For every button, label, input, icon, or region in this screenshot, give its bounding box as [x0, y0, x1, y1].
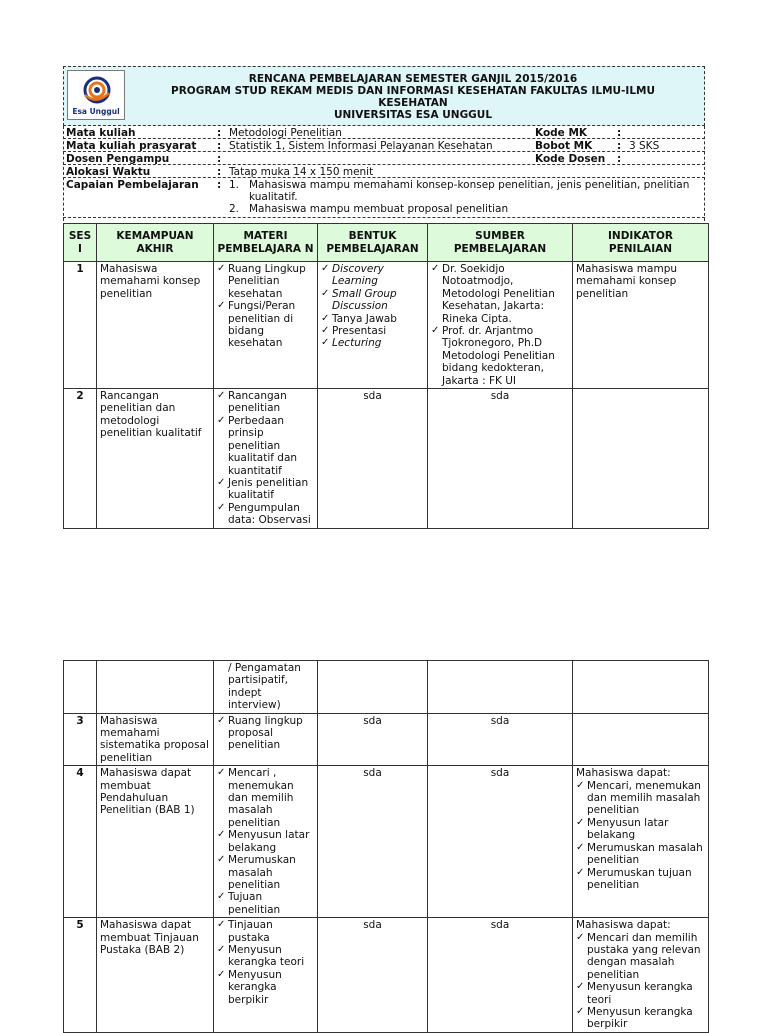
materi-item: ✓ Menyusun kerangka berpikir [217, 969, 314, 1006]
sesi-cell: 1 [64, 262, 97, 389]
materi-item: ✓ Ruang lingkup proposal penelitian [217, 715, 314, 752]
materi-item: ✓ Rancangan penelitian [217, 390, 314, 415]
kemampuan-cell: Rancangan penelitian dan metodologi penelitian kualitatif [97, 389, 214, 528]
document-header [63, 66, 705, 126]
header-materi: MATERI PEMBELAJARA N [214, 224, 318, 262]
logo-text: Esa Unggul [72, 107, 120, 116]
sesi-cell: 2 [64, 389, 97, 528]
bentuk-cell: sda [318, 389, 428, 528]
sumber-cell: sda [428, 713, 573, 766]
materi-item: ✓ Menyusun kerangka teori [217, 944, 314, 969]
materi-cell [214, 389, 318, 528]
table-row [64, 766, 709, 918]
indikator-title: Mahasiswa dapat: [576, 767, 671, 780]
indikator-cell [573, 389, 709, 528]
kemampuan-cell: Mahasiswa dapat membuat Tinjauan Pustaka (BAB 2) [97, 918, 214, 1033]
sesi-cell [64, 661, 97, 714]
capaian-item [229, 179, 699, 203]
materi-item: ✓ Jenis penelitian kualitatif [217, 477, 314, 502]
colon: : [217, 153, 222, 165]
colon: : [217, 127, 222, 139]
materi-cell [214, 262, 318, 389]
materi-item: ✓ Perbedaan prinsip penelitian kualitatif dan kuantitatif [217, 415, 314, 477]
materi-item: ✓ Mencari , menemukan dan memilih masalah penelitian [217, 767, 314, 829]
bentuk-item: ✓ Presentasi [321, 325, 424, 337]
mata-kuliah-value: Metodologi Penelitian [229, 127, 342, 139]
dosen-label: Dosen Pengampu [66, 153, 170, 165]
indikator-item: ✓ Menyusun kerangka teori [576, 981, 705, 1006]
header-sumber: SUMBER PEMBELAJARAN [428, 224, 573, 262]
table-row [64, 389, 709, 528]
row-mata-kuliah [63, 126, 705, 139]
indikator-item: ✓ Merumuskan masalah penelitian [576, 842, 705, 867]
capaian-item [229, 203, 699, 215]
indikator-title: Mahasiswa dapat: [576, 919, 671, 932]
table-row [64, 661, 709, 714]
materi-cell [214, 661, 318, 714]
indikator-cell [573, 918, 709, 1033]
indikator-cell [573, 713, 709, 766]
capaian-label: Capaian Pembelajaran [66, 179, 199, 191]
materi-cell [214, 918, 318, 1033]
materi-item: ✓ Menyusun latar belakang [217, 829, 314, 854]
capaian-text: Mahasiswa mampu memahami konsep-konsep penelitian, jenis penelitian, pnelitian kualitatif. [249, 179, 690, 203]
sumber-cell: sda [428, 389, 573, 528]
indikator-cell: Mahasiswa mampu memahami konsep penelitian [573, 262, 709, 389]
capaian-text: Mahasiswa mampu membuat proposal penelitian [249, 203, 509, 215]
sumber-cell: sda [428, 918, 573, 1033]
indikator-item: ✓ Merumuskan tujuan penelitian [576, 867, 705, 892]
bentuk-item: ✓ Lecturing [321, 337, 424, 349]
indikator-item: ✓ Menyusun latar belakang [576, 817, 705, 842]
materi-continuation: / Pengamatan partisipatif, indept interview) [228, 662, 301, 712]
kode-mk-label: Kode MK [535, 127, 588, 139]
university-logo [67, 70, 125, 120]
rps-table-part-2 [63, 660, 709, 1033]
materi-item: ✓ Merumuskan masalah penelitian [217, 854, 314, 891]
logo-swirl-icon [82, 75, 112, 105]
materi-cell [214, 713, 318, 766]
bentuk-item: ✓ Small Group Discussion [321, 288, 424, 313]
capaian-number: 2. [229, 203, 240, 215]
row-alokasi [63, 165, 705, 178]
capaian-number: 1. [229, 179, 240, 191]
sesi-cell: 5 [64, 918, 97, 1033]
rps-table-part-1 [63, 223, 709, 529]
kemampuan-cell: Mahasiswa memahami sistematika proposal penelitian [97, 713, 214, 766]
title-line-4: UNIVERSITAS ESA UNGGUL [333, 109, 493, 121]
sumber-cell [428, 262, 573, 389]
sumber-cell: sda [428, 766, 573, 918]
bentuk-cell: sda [318, 918, 428, 1033]
row-capaian [63, 178, 705, 218]
materi-cell [214, 766, 318, 918]
sumber-item: ✓ Prof. dr. Arjantmo Tjokronegoro, Ph.D Metodologi Penelitian bidang kedokteran, Jakarta : FK UI [431, 325, 569, 387]
table-header-row [64, 224, 709, 262]
title-line-3: KESEHATAN [378, 97, 448, 109]
bobot-mk-value: 3 SKS [629, 140, 660, 152]
bobot-mk-label: Bobot MK [535, 140, 593, 152]
kemampuan-cell: Mahasiswa memahami konsep penelitian [97, 262, 214, 389]
indikator-item: ✓ Menyusun kerangka berpikir [576, 1006, 705, 1031]
indikator-item: ✓ Mencari, menemukan dan memilih masalah penelitian [576, 780, 705, 817]
table-row [64, 713, 709, 766]
alokasi-value: Tatap muka 14 x 150 menit [229, 166, 374, 178]
sesi-cell: 3 [64, 713, 97, 766]
row-dosen [63, 152, 705, 165]
bentuk-cell: sda [318, 766, 428, 918]
mata-kuliah-label: Mata kuliah [66, 127, 136, 139]
document-title [128, 73, 698, 121]
materi-item: ✓ Ruang Lingkup Penelitian kesehatan [217, 263, 314, 300]
bentuk-cell: sda [318, 713, 428, 766]
colon: : [617, 140, 622, 152]
table-row [64, 262, 709, 389]
sesi-cell: 4 [64, 766, 97, 918]
kode-dosen-label: Kode Dosen [535, 153, 606, 165]
row-prasyarat [63, 139, 705, 152]
indikator-item: ✓ Mencari dan memilih pustaka yang relevan dengan masalah penelitian [576, 932, 705, 982]
materi-item: ✓ Tinjauan pustaka [217, 919, 314, 944]
header-indikator: INDIKATOR PENILAIAN [573, 224, 709, 262]
materi-item: ✓ Fungsi/Peran penelitian di bidang kesehatan [217, 300, 314, 350]
bentuk-item: ✓ Discovery Learning [321, 263, 424, 288]
bentuk-cell [318, 262, 428, 389]
alokasi-label: Alokasi Waktu [66, 166, 151, 178]
title-line-2: PROGRAM STUD REKAM MEDIS DAN INFORMASI KESEHATAN FAKULTAS ILMU-ILMU [171, 85, 655, 97]
bentuk-item: ✓ Tanya Jawab [321, 313, 424, 325]
title-line-1: RENCANA PEMBELAJARAN SEMESTER GANJIL 2015/2016 [248, 73, 578, 85]
prasyarat-value: Statistik 1, Sistem Informasi Pelayanan Kesehatan [229, 140, 493, 152]
table-row [64, 918, 709, 1033]
prasyarat-label: Mata kuliah prasyarat [66, 140, 197, 152]
header-bentuk: BENTUK PEMBELAJARAN [318, 224, 428, 262]
bentuk-cell [318, 661, 428, 714]
kemampuan-cell [97, 661, 214, 714]
sumber-item: ✓ Dr. Soekidjo Notoatmodjo, Metodologi Penelitian Kesehatan, Jakarta: Rineka Cipta. [431, 263, 569, 325]
colon: : [217, 179, 222, 191]
capaian-list [229, 179, 699, 215]
indikator-cell [573, 766, 709, 918]
colon: : [617, 153, 622, 165]
materi-item: ✓ Pengumpulan data: Observasi [217, 502, 314, 527]
header-sesi: SES I [64, 224, 97, 262]
colon: : [217, 140, 222, 152]
kemampuan-cell: Mahasiswa dapat membuat Pendahuluan Penelitian (BAB 1) [97, 766, 214, 918]
header-kemampuan: KEMAMPUAN AKHIR [97, 224, 214, 262]
materi-item: ✓ Tujuan penelitian [217, 891, 314, 916]
colon: : [217, 166, 222, 178]
colon: : [617, 127, 622, 139]
indikator-cell [573, 661, 709, 714]
sumber-cell [428, 661, 573, 714]
